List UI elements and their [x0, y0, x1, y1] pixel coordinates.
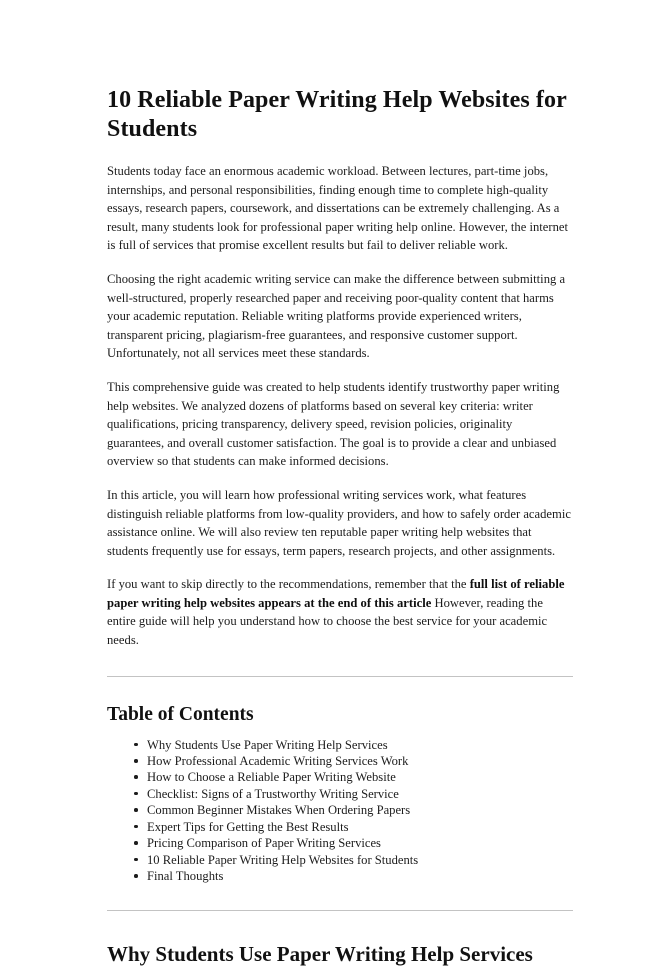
bullet-icon: [134, 825, 138, 829]
list-item-label: Common Beginner Mistakes When Ordering Papers: [147, 803, 411, 818]
bullet-icon: [134, 759, 138, 763]
list-item[interactable]: [134, 819, 572, 835]
skip-notice-lead: If you want to skip directly to the recommendations, remember that the: [107, 577, 470, 592]
list-item[interactable]: [134, 737, 572, 753]
list-item[interactable]: [134, 769, 572, 785]
table-of-contents-list: [107, 737, 572, 885]
intro-paragraph-1: Students today face an enormous academic workload. Between lectures, part-time jobs, internships, and personal responsibilities, finding enough time to complete high-quality essays, research papers, coursework, and dissertations can be extremely challenging. As a result, many students look for professional paper writing help online. However, the internet is full of services that promise excellent results but fail to deliver reliable work.: [107, 164, 569, 253]
divider-above-next-section: [107, 910, 573, 911]
list-item[interactable]: [134, 868, 572, 884]
intro-paragraph-4: In this article, you will learn how professional writing services work, what features distinguish reliable platforms from low-quality providers, and how to safely order academic assistance online. We will also review ten reputable paper writing help websites that students frequently use for essays, term papers, research projects, and other assignments.: [107, 487, 571, 558]
list-item-label: 10 Reliable Paper Writing Help Websites for Students: [147, 852, 419, 867]
page-title: 10 Reliable Paper Writing Help Websites for Students: [107, 87, 567, 142]
bullet-icon: [134, 775, 138, 779]
list-item[interactable]: [134, 753, 572, 769]
bullet-icon: [134, 874, 138, 878]
skip-notice-trailing: However, reading the entire guide will help you understand how to choose the best service for your academic needs.: [107, 595, 548, 648]
list-item-label: Final Thoughts: [147, 868, 224, 883]
list-item-label: Pricing Comparison of Paper Writing Services: [147, 836, 381, 851]
list-item[interactable]: [134, 786, 572, 802]
list-item-label: Why Students Use Paper Writing Help Services: [147, 737, 388, 752]
intro-paragraph-2: Choosing the right academic writing service can make the difference between submitting a well-structured, properly researched paper and receiving poor-quality content that harms your academic reputation. Reliable writing platforms provide experienced writers, transparent pricing, plagiarism-free guarantees, and responsive customer support. Unfortunately, not all services meet these standards.: [107, 271, 566, 361]
table-of-contents-heading: Table of Contents: [107, 703, 254, 725]
section-heading-why-students-use-paper-writing-help-services: Why Students Use Paper Writing Help Services: [107, 942, 533, 967]
intro-paragraph-3: This comprehensive guide was created to help students identify trustworthy paper writing help websites. We analyzed dozens of platforms based on several key criteria: writer qualifications, pricing transparency, delivery speed, revision policies, originality guarantees, and overall customer satisfaction. The goal is to provide a clear and unbiased overview so that students can make informed decisions.: [107, 379, 560, 469]
bullet-icon: [134, 858, 138, 862]
bullet-icon: [134, 808, 138, 812]
list-item[interactable]: [134, 802, 572, 818]
bullet-icon: [134, 792, 138, 796]
skip-notice-paragraph: [107, 575, 572, 649]
list-item[interactable]: [134, 835, 572, 851]
list-item-label: Expert Tips for Getting the Best Results: [147, 819, 349, 834]
list-item-label: Checklist: Signs of a Trustworthy Writing Service: [147, 786, 399, 801]
bullet-icon: [134, 743, 138, 747]
bullet-icon: [134, 841, 138, 845]
divider-above-table-of-contents: [107, 676, 573, 677]
list-item[interactable]: [134, 852, 572, 868]
skip-notice-emphasis: full list of reliable paper writing help websites appears at the end of this article: [107, 577, 565, 610]
list-item-label: How to Choose a Reliable Paper Writing Website: [147, 770, 396, 785]
list-item-label: How Professional Academic Writing Services Work: [147, 754, 409, 769]
table-of-contents: [107, 737, 572, 885]
